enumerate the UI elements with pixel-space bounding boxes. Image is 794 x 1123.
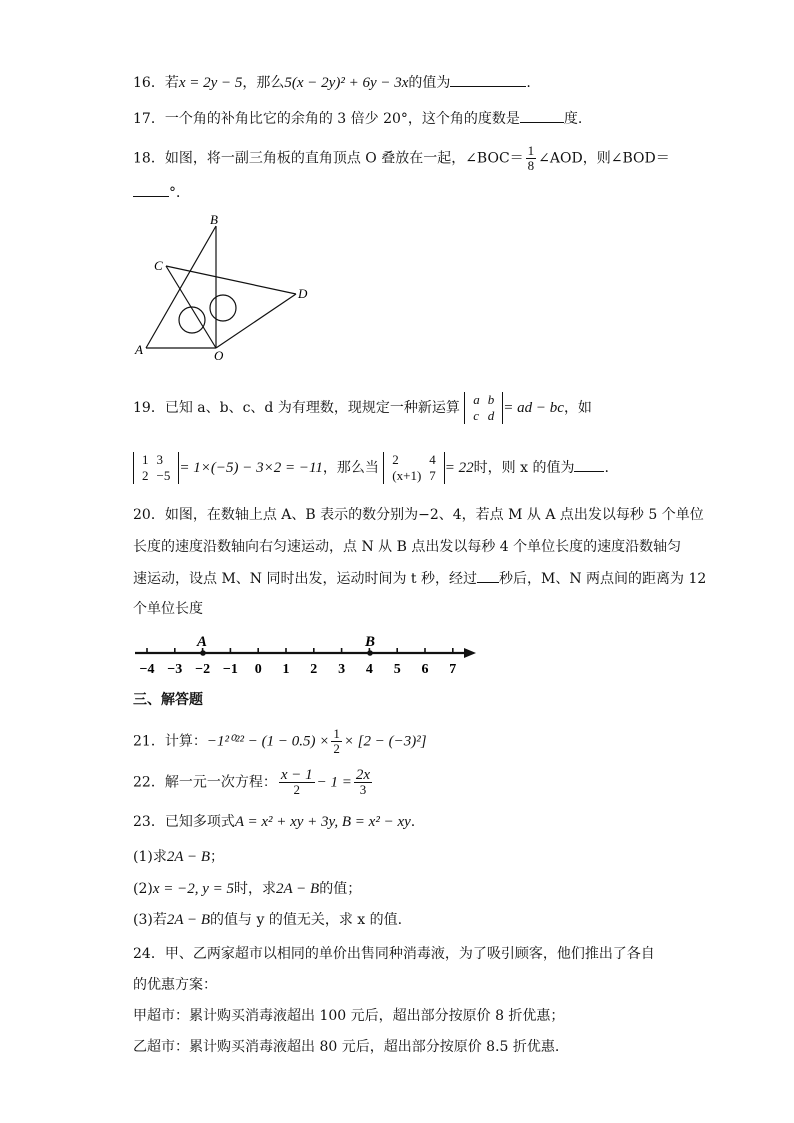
point-B: [367, 650, 373, 656]
q16-condition: x = 2y − 5: [178, 75, 243, 91]
question-20-line2: 长度的速度沿数轴向右匀速运动，点 N 从 B 点出发以每秒 4 个单位长度的速度沿数轴匀: [133, 539, 682, 555]
q19-example-result: = 1×(−5) − 3×2 = −11: [179, 460, 323, 476]
number-line-tick-label: −4: [139, 662, 155, 677]
q18-end: °．: [169, 185, 190, 201]
question-24-line2: 的优惠方案：: [133, 977, 217, 993]
q16-connector: ，那么: [242, 75, 285, 91]
question-21: [133, 727, 427, 756]
question-22: [133, 768, 374, 797]
q22-fraction-left: $\frac{x - 1}{2}$: [280, 767, 313, 797]
q18-text: 18．如图，将一副三角板的直角顶点 O 叠放在一起，∠BOC＝: [133, 150, 524, 167]
q19-condition-value: = 22: [444, 460, 474, 476]
q16-tail: 的值为: [408, 75, 451, 91]
number-line-arrow: [464, 648, 476, 658]
number-line-tick-label: 6: [421, 662, 429, 677]
number-line-tick-label: 0: [254, 662, 262, 677]
triangle-hole-2: [210, 295, 236, 321]
question-18-line2: [133, 182, 190, 203]
q22-fraction-right: $\frac{2x}{3}$: [355, 767, 371, 797]
q19-text-4: 时，则 x 的值为: [473, 460, 575, 476]
q23-text: 23．已知多项式: [133, 814, 235, 830]
question-23: [133, 812, 415, 832]
number-line-tick-label: 2: [310, 662, 318, 677]
q17-end: 度.: [563, 111, 583, 127]
section-heading: 三、解答题: [133, 692, 203, 708]
question-20-line4: 个单位长度: [133, 601, 203, 617]
number-line-tick-label: 4: [365, 662, 373, 677]
q17-answer-blank[interactable]: [520, 108, 564, 123]
number-line-tick-label: 3: [338, 662, 346, 677]
q20-text-2: 秒后，M、N 两点间的距离为 12: [499, 571, 707, 587]
question-23-part1: (1)求2A − B；: [133, 849, 225, 865]
label-O: O: [214, 348, 224, 362]
label-B: B: [210, 212, 218, 227]
q19-answer-blank[interactable]: [574, 457, 604, 472]
question-24-line4: 乙超市：累计购买消毒液超出 80 元后，超出部分按原价 8.5 折优惠.: [133, 1039, 560, 1055]
q19-text: 19．已知 a、b、c、d 为有理数，现规定一种新运算: [133, 400, 460, 416]
q20-text: 速运动，设点 M、N 同时出发，运动时间为 t 秒，经过: [133, 571, 478, 587]
question-18: [133, 144, 670, 173]
q22-text: 22．解一元一次方程：: [133, 774, 277, 791]
number-line-tick-label: −3: [167, 662, 183, 677]
q19-text-2: ，如: [563, 400, 592, 416]
q16-answer-blank[interactable]: [450, 72, 526, 87]
question-20-line1: 20．如图，在数轴上点 A、B 表示的数分别为−2、4，若点 M 从 A 点出发以每秒 5 个单位: [133, 507, 704, 523]
question-19-line2: [133, 452, 609, 484]
segment-OD: [216, 294, 296, 348]
number-line-tick-label: −1: [222, 662, 238, 677]
number-line: [133, 628, 483, 680]
q16-expression: 5(x − 2y)² + 6y − 3x: [284, 75, 409, 91]
q19-text-3: ，那么当: [322, 460, 379, 476]
q16-end: .: [526, 75, 531, 91]
q19-definition-determinant: a b c d: [464, 392, 503, 424]
q19-condition-determinant: 2 4 (x+1) 7: [383, 452, 445, 484]
q16-number: 16．若: [133, 75, 179, 91]
triangle-hole-1: [179, 307, 205, 333]
question-20-line3: [133, 568, 706, 589]
q21-fraction: $\frac{1}{2}$: [333, 726, 340, 756]
label-D: D: [298, 286, 308, 301]
question-23-part3: (3)若2A − B的值与 y 的值无关，求 x 的值.: [133, 912, 403, 928]
q21-text: 21．计算：: [133, 733, 207, 750]
number-line-tick-label: 7: [449, 662, 457, 677]
q19-end: .: [604, 460, 609, 476]
q21-expression-1: −1²⁰²² − (1 − 0.5) ×: [206, 733, 330, 750]
number-line-label-A: A: [197, 634, 208, 650]
q21-expression-2: × [2 − (−3)²]: [343, 733, 427, 750]
label-A: A: [135, 342, 143, 357]
q23-end: .: [410, 814, 416, 830]
q18-answer-blank[interactable]: [133, 182, 169, 197]
question-24-line1: 24．甲、乙两家超市以相同的单价出售同种消毒液，为了吸引顾客，他们推出了各自: [133, 946, 655, 962]
number-line-tick-label: −2: [195, 662, 211, 677]
label-C: C: [154, 258, 163, 273]
question-23-part2: (2)x = −2, y = 5时，求2A − B的值；: [133, 881, 362, 897]
question-19: [133, 392, 592, 424]
question-17: [133, 108, 582, 129]
point-A: [200, 650, 206, 656]
q17-text: 17．一个角的补角比它的余角的 3 倍少 20°，这个角的度数是: [133, 111, 520, 127]
number-line-label-B: B: [365, 634, 376, 650]
q19-definition-rule: = ad − bc: [503, 400, 564, 416]
q19-example-determinant: 1 3 2 −5: [133, 452, 179, 484]
question-24-line3: 甲超市：累计购买消毒液超出 100 元后，超出部分按原价 8 折优惠；: [133, 1008, 565, 1024]
number-line-tick-label: 1: [282, 662, 290, 677]
question-16: [133, 72, 531, 93]
q22-middle: − 1 =: [316, 774, 352, 791]
q18-fraction: $\frac{1}{8}$: [527, 143, 535, 173]
q23-polynomials: A = x² + xy + 3y, B = x² − xy: [234, 814, 411, 830]
figure-18-triangles: [130, 212, 320, 362]
q20-answer-blank[interactable]: [477, 568, 499, 583]
q18-text-2: ∠AOD，则∠BOD＝: [538, 150, 670, 167]
number-line-tick-label: 5: [393, 662, 401, 677]
